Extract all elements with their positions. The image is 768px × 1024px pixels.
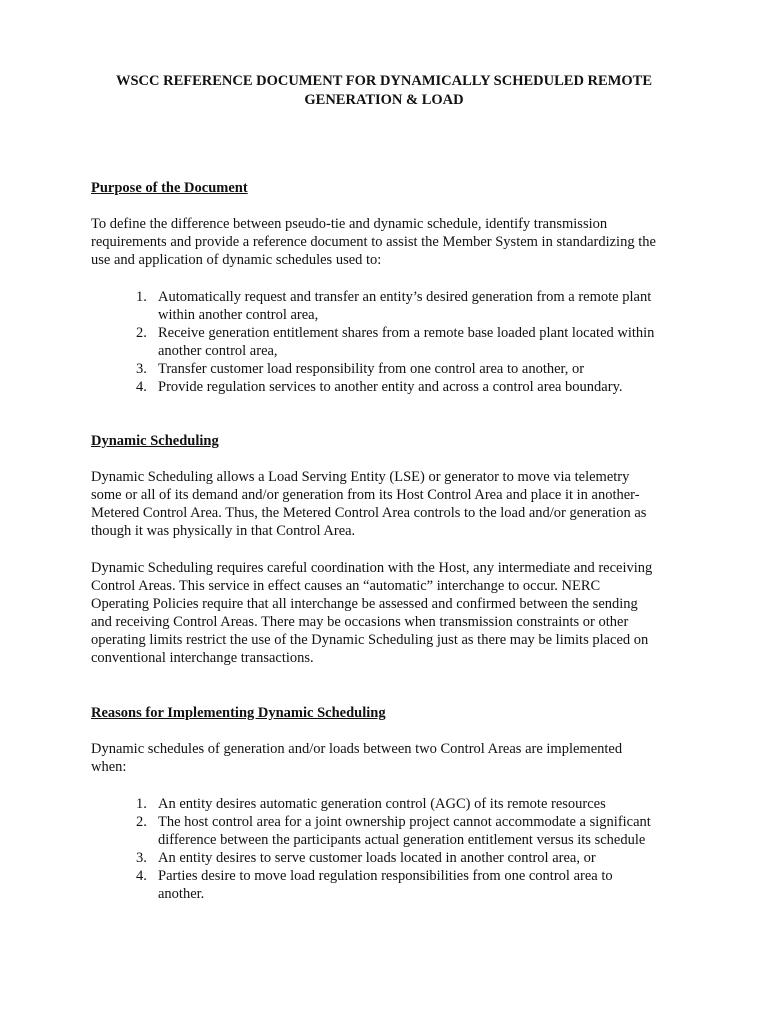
list-number: 3. <box>136 361 147 377</box>
purpose-intro-line: To define the difference between pseudo-tie and dynamic schedule, identify transmission <box>91 216 608 232</box>
dynamic-para-1-line: Metered Control Area. Thus, the Metered Control Area controls to the load and/or generation as <box>91 505 647 521</box>
list-item-text: Parties desire to move load regulation responsibilities from one control area to <box>158 868 613 884</box>
list-number: 2. <box>136 325 147 341</box>
dynamic-para-2-line: Control Areas. This service in effect causes an “automatic” interchange to occur. NERC <box>91 578 601 594</box>
list-item <box>136 324 654 360</box>
dynamic-para-2 <box>91 559 691 667</box>
dynamic-para-2-line: and receiving Control Areas. There may be occasions when transmission constraints or other <box>91 614 629 630</box>
list-item <box>136 795 651 813</box>
list-item <box>136 849 651 867</box>
list-item-text: Transfer customer load responsibility from one control area to another, or <box>158 361 585 377</box>
list-item-text: Automatically request and transfer an entity’s desired generation from a remote plant <box>158 289 652 305</box>
list-item-text: Receive generation entitlement shares from a remote base loaded plant located within <box>158 325 655 341</box>
list-number: 4. <box>136 379 147 395</box>
list-number: 1. <box>136 796 147 812</box>
list-number: 1. <box>136 289 147 305</box>
list-item-text: difference between the participants actual generation entitlement versus its schedule <box>158 832 646 848</box>
dynamic-para-1 <box>91 468 691 540</box>
dynamic-para-1-line: some or all of its demand and/or generation from its Host Control Area and place it in another- <box>91 487 640 503</box>
list-item <box>136 360 654 378</box>
list-item-text: another. <box>158 886 205 902</box>
reasons-heading: Reasons for Implementing Dynamic Scheduling <box>91 705 386 721</box>
reasons-intro-line: Dynamic schedules of generation and/or loads between two Control Areas are implemented <box>91 741 623 757</box>
dynamic-para-2-line: Operating Policies require that all interchange be assessed and confirmed between the sending <box>91 596 638 612</box>
reasons-intro-line: when: <box>91 759 127 775</box>
title-line-1: WSCC REFERENCE DOCUMENT FOR DYNAMICALLY SCHEDULED REMOTE <box>115 73 653 89</box>
document-title <box>60 72 708 110</box>
list-item-text: Provide regulation services to another entity and across a control area boundary. <box>158 379 623 395</box>
dynamic-para-2-line: conventional interchange transactions. <box>91 650 314 666</box>
list-item-text: An entity desires to serve customer loads located in another control area, or <box>158 850 596 866</box>
purpose-intro-line: use and application of dynamic schedules used to: <box>91 252 382 268</box>
list-number: 2. <box>136 814 147 830</box>
purpose-intro-line: requirements and provide a reference document to assist the Member System in standardizing the <box>91 234 656 250</box>
list-item <box>136 813 651 849</box>
dynamic-para-2-line: operating limits restrict the use of the Dynamic Scheduling just as there may be limits placed on <box>91 632 649 648</box>
list-item-text: within another control area, <box>158 307 319 323</box>
purpose-heading: Purpose of the Document <box>91 180 248 196</box>
list-item <box>136 378 654 396</box>
reasons-intro <box>91 740 691 776</box>
dynamic-para-1-line: though it was physically in that Control Area. <box>91 523 356 539</box>
title-line-2: GENERATION & LOAD <box>304 92 464 108</box>
dynamic-para-2-line: Dynamic Scheduling requires careful coordination with the Host, any intermediate and receiving <box>91 560 653 576</box>
list-item-text: another control area, <box>158 343 278 359</box>
purpose-list <box>136 288 654 396</box>
list-item <box>136 288 654 324</box>
list-item-text: The host control area for a joint ownership project cannot accommodate a significant <box>158 814 651 830</box>
dynamic-para-1-line: Dynamic Scheduling allows a Load Serving Entity (LSE) or generator to move via telemetry <box>91 469 630 485</box>
list-number: 3. <box>136 850 147 866</box>
dynamic-heading: Dynamic Scheduling <box>91 433 219 449</box>
list-number: 4. <box>136 868 147 884</box>
list-item-text: An entity desires automatic generation control (AGC) of its remote resources <box>158 796 606 812</box>
reasons-list <box>136 795 651 903</box>
list-item <box>136 867 651 903</box>
purpose-intro <box>91 215 691 269</box>
